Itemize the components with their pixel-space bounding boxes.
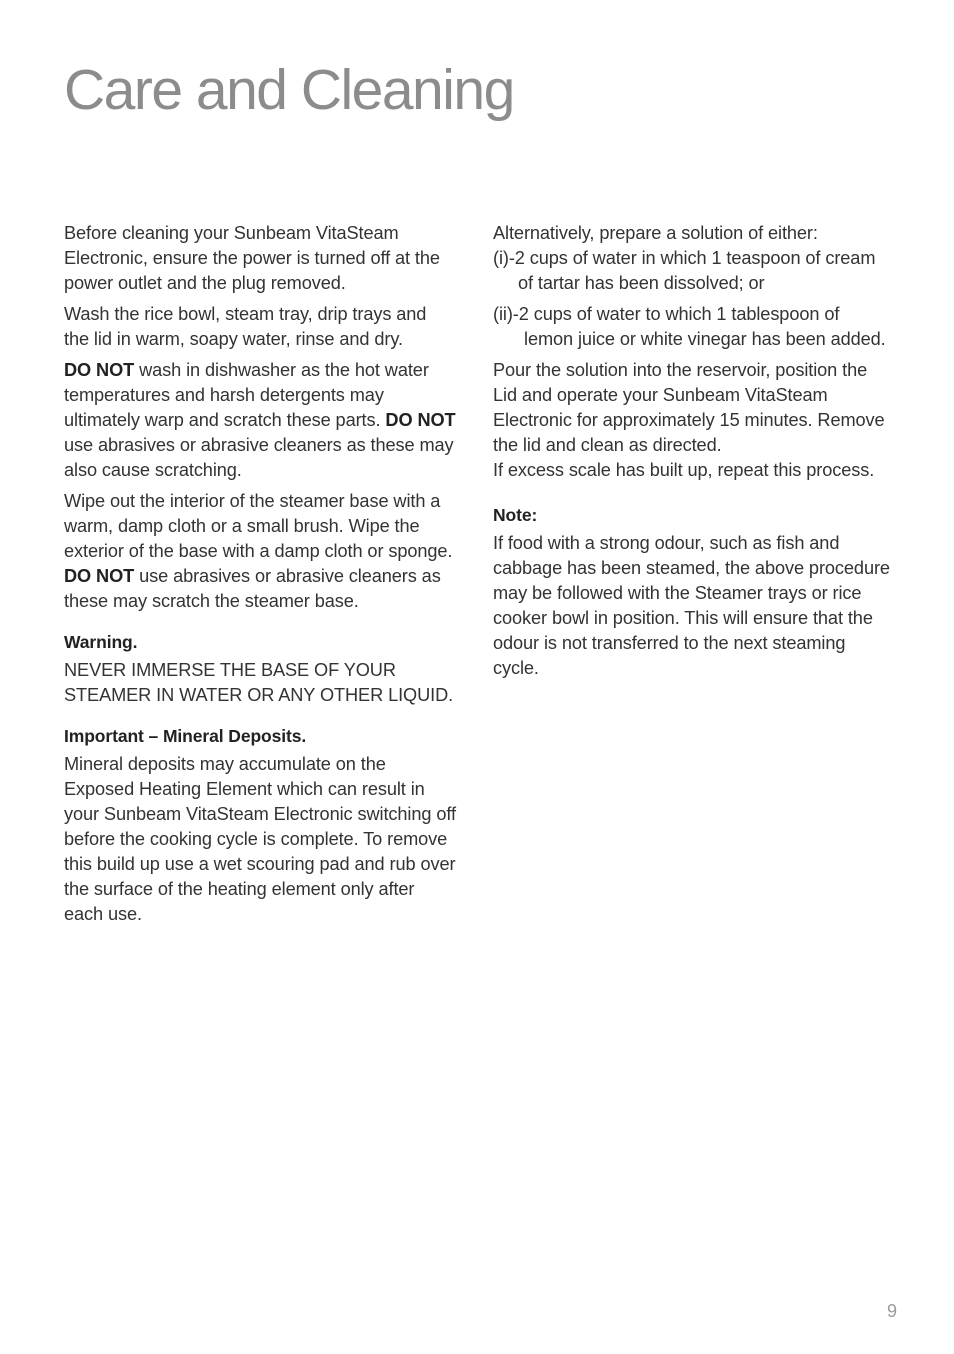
warning-heading: Warning.: [64, 632, 138, 652]
do-not-emphasis: DO NOT: [385, 410, 456, 430]
wipe-base-paragraph: [64, 489, 456, 614]
solution-intro: Alternatively, prepare a solution of either:: [493, 223, 818, 243]
left-column: [64, 221, 456, 933]
repeat-process-text: If excess scale has built up, repeat this process.: [493, 460, 875, 480]
do-not-emphasis: DO NOT: [64, 566, 135, 586]
mineral-deposits-text: Mineral deposits may accumulate on the Exposed Heating Element which can result in your Sunbeam VitaSteam Electronic switching off before the cooking cycle is complete. To remove this build up use a wet scouring pad and rub over the surface of the heating element only after each use.: [64, 754, 456, 924]
solution-option-2: (ii)-2 cups of water to which 1 tablespoon of lemon juice or white vinegar has been added.: [493, 304, 886, 349]
dishwasher-text: wash in dishwasher as the hot water temperatures and harsh detergents may ultimately warp and scratch these parts.: [64, 360, 429, 430]
do-not-emphasis: DO NOT: [64, 360, 135, 380]
note-text: If food with a strong odour, such as fish and cabbage has been steamed, the above procedure may be followed with the Steamer trays or rice cooker bowl in position. This will ensure that the odour is not transferred to the next steaming cycle.: [493, 533, 890, 678]
page-title: Care and Cleaning: [64, 58, 514, 122]
power-off-paragraph: Before cleaning your Sunbeam VitaSteam Electronic, ensure the power is turned off at the power outlet and the plug removed.: [64, 223, 440, 293]
abrasives-text: use abrasives or abrasive cleaners as these may also cause scratching.: [64, 435, 454, 480]
dishwasher-warning-paragraph: [64, 358, 456, 483]
note-heading: Note:: [493, 505, 538, 525]
important-heading: Important – Mineral Deposits.: [64, 726, 307, 746]
solution-option-1: (i)-2 cups of water in which 1 teaspoon of cream of tartar has been dissolved; or: [493, 248, 876, 293]
wipe-text: Wipe out the interior of the steamer base with a warm, damp cloth or a small brush. Wipe the exterior of the base with a damp cloth or sponge.: [64, 491, 453, 561]
wash-parts-paragraph: Wash the rice bowl, steam tray, drip trays and the lid in warm, soapy water, rinse and dry.: [64, 304, 427, 349]
scratch-text: use abrasives or abrasive cleaners as these may scratch the steamer base.: [64, 566, 441, 611]
page-number: 9: [887, 1301, 898, 1321]
right-column: [493, 221, 893, 687]
warning-text: NEVER IMMERSE THE BASE OF YOUR STEAMER IN WATER OR ANY OTHER LIQUID.: [64, 660, 454, 705]
pour-solution-text: Pour the solution into the reservoir, position the Lid and operate your Sunbeam VitaSteam Electronic for approximately 15 minutes. Remove the lid and clean as directed.: [493, 360, 885, 455]
